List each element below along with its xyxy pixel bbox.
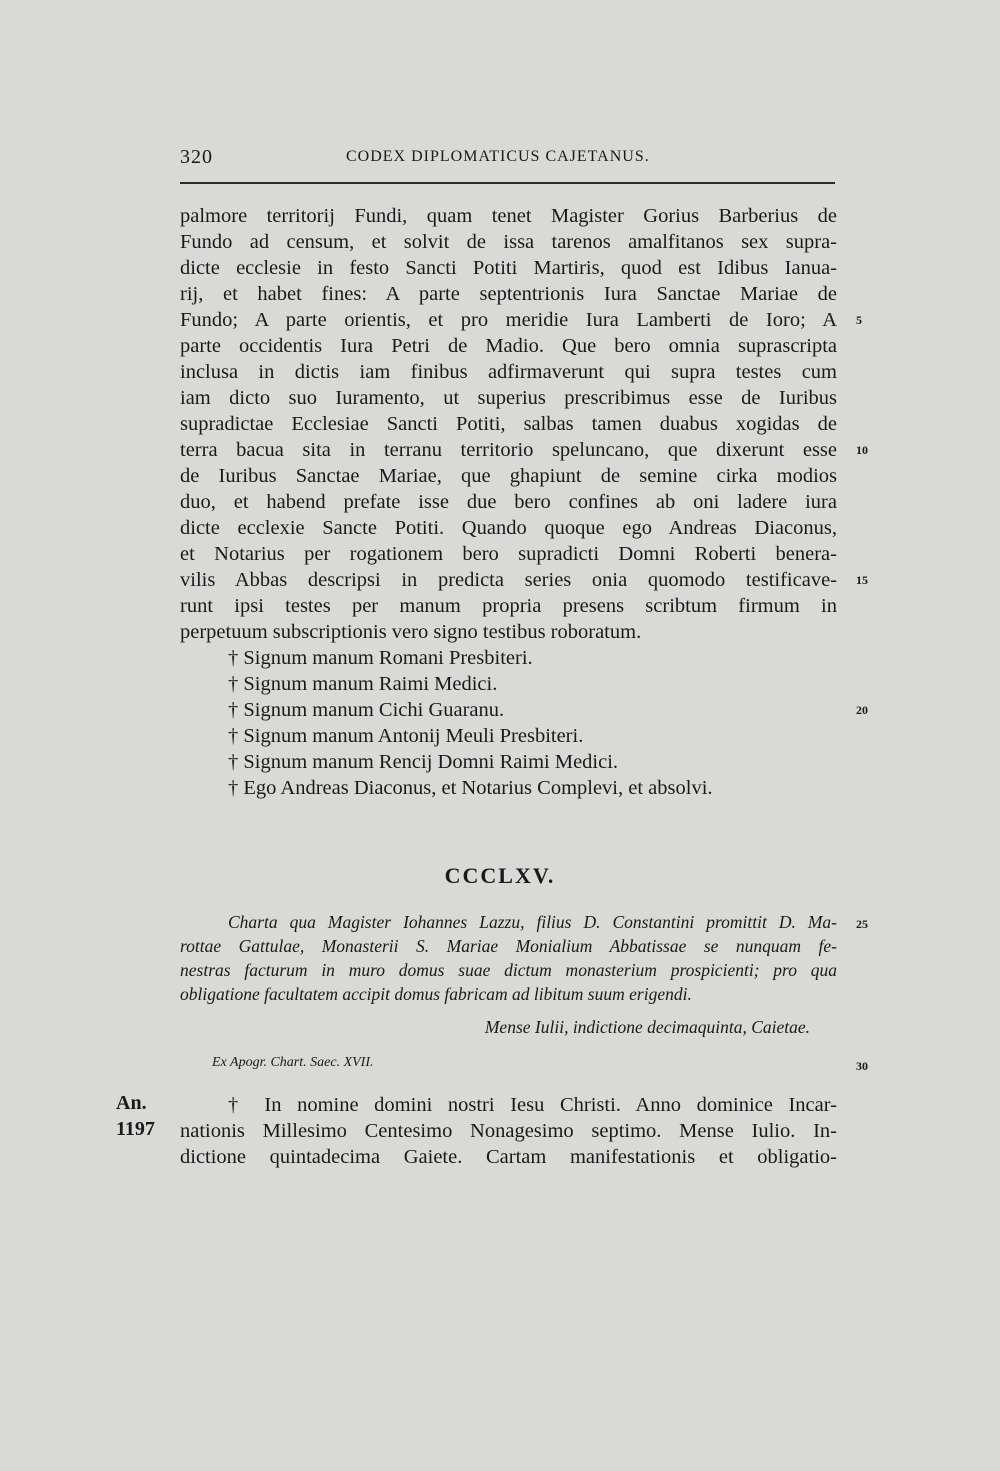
body-line: rij, et habet fines: A parte septentrionis Iura Sanctae Mariae de bbox=[180, 283, 837, 305]
page-number: 320 bbox=[180, 146, 213, 168]
body-line: runt ipsi testes per manum propria presens scribtum firmum in bbox=[180, 595, 837, 617]
line-number: 20 bbox=[856, 703, 868, 717]
summary-line: obligatione facultatem accipit domus fabricam ad libitum suum erigendi. bbox=[180, 984, 692, 1004]
line-number: 30 bbox=[856, 1059, 868, 1073]
body-line: et Notarius per rogationem bero supradicti Domni Roberti benera- bbox=[180, 543, 837, 565]
body-line: Fundo ad censum, et solvit de issa tarenos amalfitanos sex supra- bbox=[180, 231, 837, 253]
body-line: inclusa in dictis iam finibus adfirmaverunt qui supra testes cum bbox=[180, 361, 837, 383]
source-note: Ex Apogr. Chart. Saec. XVII. bbox=[212, 1055, 374, 1070]
text-line: † In nomine domini nostri Iesu Christi. Anno dominice Incar- bbox=[228, 1094, 837, 1116]
line-number: 25 bbox=[856, 917, 868, 931]
running-head bbox=[180, 146, 835, 176]
body-line: terra bacua sita in terranu territorio speluncano, que dixerunt esse bbox=[180, 439, 837, 461]
body-line: palmore territorij Fundi, quam tenet Magister Gorius Barberius de bbox=[180, 205, 837, 227]
body-line: duo, et habend prefate isse due bero confines ab oni ladere iura bbox=[180, 491, 837, 513]
body-line: vilis Abbas descripsi in predicta series onia quomodo testificave- bbox=[180, 569, 837, 591]
summary-line: nestras facturum in muro domus suae dictum monasterium prospicienti; pro qua bbox=[180, 960, 837, 980]
line-number: 15 bbox=[856, 573, 868, 587]
summary-line: Charta qua Magister Iohannes Lazzu, filius D. Constantini promittit D. Ma- bbox=[228, 912, 837, 932]
body-line: supradictae Ecclesiae Sancti Potiti, salbas tamen duabus xogidas de bbox=[180, 413, 837, 435]
signature-line: † Signum manum Raimi Medici. bbox=[228, 673, 498, 695]
margin-year: 1197 bbox=[116, 1118, 155, 1140]
body-line: iam dicto suo Iuramento, ut superius prescribimus esse de Iuribus bbox=[180, 387, 837, 409]
body-line: perpetuum subscriptionis vero signo testibus roboratum. bbox=[180, 621, 642, 643]
running-title: CODEX DIPLOMATICUS CAJETANUS. bbox=[346, 148, 650, 165]
body-line: de Iuribus Sanctae Mariae, que ghapiunt de semine cirka modios bbox=[180, 465, 837, 487]
header-rule bbox=[180, 182, 835, 184]
body-line: dicte ecclexie Sancte Potiti. Quando quoque ego Andreas Diaconus, bbox=[180, 517, 837, 539]
signature-line: † Signum manum Rencij Domni Raimi Medici. bbox=[228, 751, 619, 773]
signature-line: † Signum manum Romani Presbiteri. bbox=[228, 647, 533, 669]
line-number: 5 bbox=[856, 313, 862, 327]
signature-line: † Ego Andreas Diaconus, et Notarius Complevi, et absolvi. bbox=[228, 777, 713, 799]
body-line: dicte ecclesie in festo Sancti Potiti Martiris, quod est Idibus Ianua- bbox=[180, 257, 837, 279]
margin-year-label: An. bbox=[116, 1092, 147, 1114]
signature-line: † Signum manum Antonij Meuli Presbiteri. bbox=[228, 725, 584, 747]
body-line: Fundo; A parte orientis, et pro meridie Iura Lamberti de Ioro; A bbox=[180, 309, 837, 331]
signature-line: † Signum manum Cichi Guaranu. bbox=[228, 699, 505, 721]
body-line: parte occidentis Iura Petri de Madio. Que bero omnia suprascripta bbox=[180, 335, 837, 357]
section-title: CCCLXV. bbox=[444, 863, 556, 888]
text-line: nationis Millesimo Centesimo Nonagesimo septimo. Mense Iulio. In- bbox=[180, 1120, 837, 1142]
line-number: 10 bbox=[856, 443, 868, 457]
date-line: Mense Iulii, indictione decimaquinta, Caietae. bbox=[484, 1017, 810, 1037]
summary-line: rottae Gattulae, Monasterii S. Mariae Monialium Abbatissae se nunquam fe- bbox=[180, 936, 837, 956]
text-line: dictione quintadecima Gaiete. Cartam manifestationis et obligatio- bbox=[180, 1146, 837, 1168]
